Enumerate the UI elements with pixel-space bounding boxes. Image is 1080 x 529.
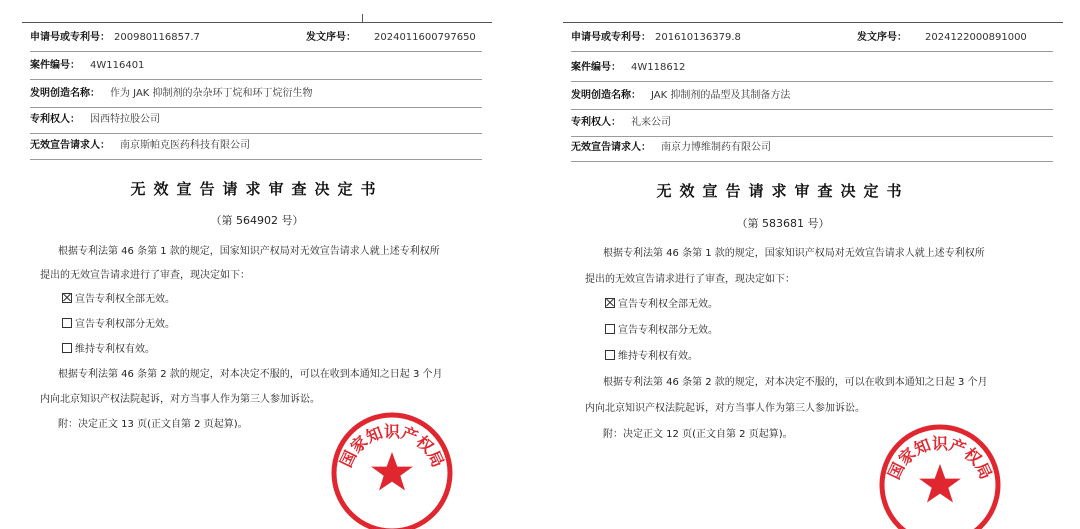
requester-row [571,135,1053,162]
invention-row [30,81,482,108]
option-maintain-valid [605,347,698,362]
paragraph-2-line-1: 根据专利法第 46 条第 2 款的规定，对本决定不服的，可以在收到本通知之日起 3 个月 [603,377,988,388]
patentee-row [30,107,482,134]
paragraph-1-line-2: 提出的无效宣告请求进行了审查，现决定如下： [585,274,795,285]
issue-no-label: 发文序号： [306,32,356,43]
paragraph-1-line-2: 提出的无效宣告请求进行了审查，现决定如下： [40,270,250,281]
app-no-label: 申请号或专利号： [30,32,110,43]
option-label: 宣告专利权全部无效。 [75,294,175,305]
header-rule [563,22,1063,23]
star-icon [371,452,413,491]
patentee-label: 专利权人： [571,117,621,128]
patentee-row [571,110,1053,137]
paragraph-2-line-1: 根据专利法第 46 条第 2 款的规定，对本决定不服的，可以在收到本通知之日起 3 个月 [58,369,443,380]
invention-value: JAK 抑制剂的晶型及其制备方法 [651,90,791,101]
decision-number: （第 583681 号） [736,217,830,230]
case-no-label: 案件编号： [571,62,621,73]
invention-label: 发明创造名称： [571,90,641,101]
issue-no-label: 发文序号： [857,32,907,43]
requester-label: 无效宣告请求人： [571,142,651,153]
option-invalidate-all [62,290,175,305]
case-number-row [571,55,1053,82]
document-title: 无效宣告请求审查决定书 [130,180,384,198]
checkbox-icon [62,318,72,328]
checkbox-icon [605,350,615,360]
star-icon [919,464,961,503]
case-no-value: 4W118612 [631,62,686,73]
document-title: 无效宣告请求审查决定书 [656,182,910,200]
checkbox-icon [62,343,72,353]
tick-mark [362,14,363,22]
invention-value: 作为 JAK 抑制剂的杂杂环丁烷和环丁烷衍生物 [110,88,313,99]
decision-number: （第 564902 号） [210,214,304,227]
header-rule [22,22,492,23]
checkbox-icon [62,293,72,303]
paragraph-2-line-2: 内向北京知识产权法院起诉，对方当事人作为第三人参加诉讼。 [585,403,865,414]
requester-value: 南京斯帕克医药科技有限公司 [120,140,250,151]
attachment-note: 附：决定正文 12 页(正文自第 2 页起算)。 [603,429,793,440]
case-no-label: 案件编号： [30,60,80,71]
decision-document-2 [563,0,1063,529]
application-number-row [571,25,1053,52]
requester-label: 无效宣告请求人： [30,140,110,151]
patentee-value: 因西特拉股公司 [90,114,160,125]
paragraph-1-line-1: 根据专利法第 46 条第 1 款的规定，国家知识产权局对无效宣告请求人就上述专利权所 [58,246,440,257]
option-label: 维持专利权有效。 [618,351,698,362]
option-maintain-valid [62,340,155,355]
case-number-row [30,53,482,80]
option-label: 宣告专利权全部无效。 [618,299,718,310]
checkbox-icon [605,298,615,308]
option-invalidate-partial [62,315,175,330]
option-invalidate-all [605,295,718,310]
decision-document-1 [22,0,492,529]
seal-text: 国家知识产权局 [336,422,448,471]
option-label: 宣告专利权部分无效。 [75,319,175,330]
app-no-value: 201610136379.8 [655,32,741,43]
official-seal-icon [875,420,1005,529]
issue-no-value: 2024122000891000 [925,32,1027,43]
checkbox-icon [605,324,615,334]
app-no-value: 200980116857.7 [114,32,200,43]
application-number-row [30,25,482,52]
option-invalidate-partial [605,321,718,336]
patentee-label: 专利权人： [30,114,80,125]
requester-value: 南京力博维制药有限公司 [661,142,771,153]
paragraph-2-line-2: 内向北京知识产权法院起诉，对方当事人作为第三人参加诉讼。 [40,394,320,405]
issue-no-value: 2024011600797650 [374,32,476,43]
requester-row [30,133,482,160]
patentee-value: 礼来公司 [631,117,671,128]
option-label: 宣告专利权部分无效。 [618,325,718,336]
case-no-value: 4W116401 [90,60,145,71]
invention-label: 发明创造名称： [30,88,100,99]
official-seal-icon [327,408,457,529]
attachment-note: 附：决定正文 13 页(正文自第 2 页起算)。 [58,419,248,430]
invention-row [571,83,1053,110]
paragraph-1-line-1: 根据专利法第 46 条第 1 款的规定，国家知识产权局对无效宣告请求人就上述专利权所 [603,248,985,259]
seal-text: 国家知识产权局 [884,434,996,483]
option-label: 维持专利权有效。 [75,344,155,355]
app-no-label: 申请号或专利号： [571,32,651,43]
